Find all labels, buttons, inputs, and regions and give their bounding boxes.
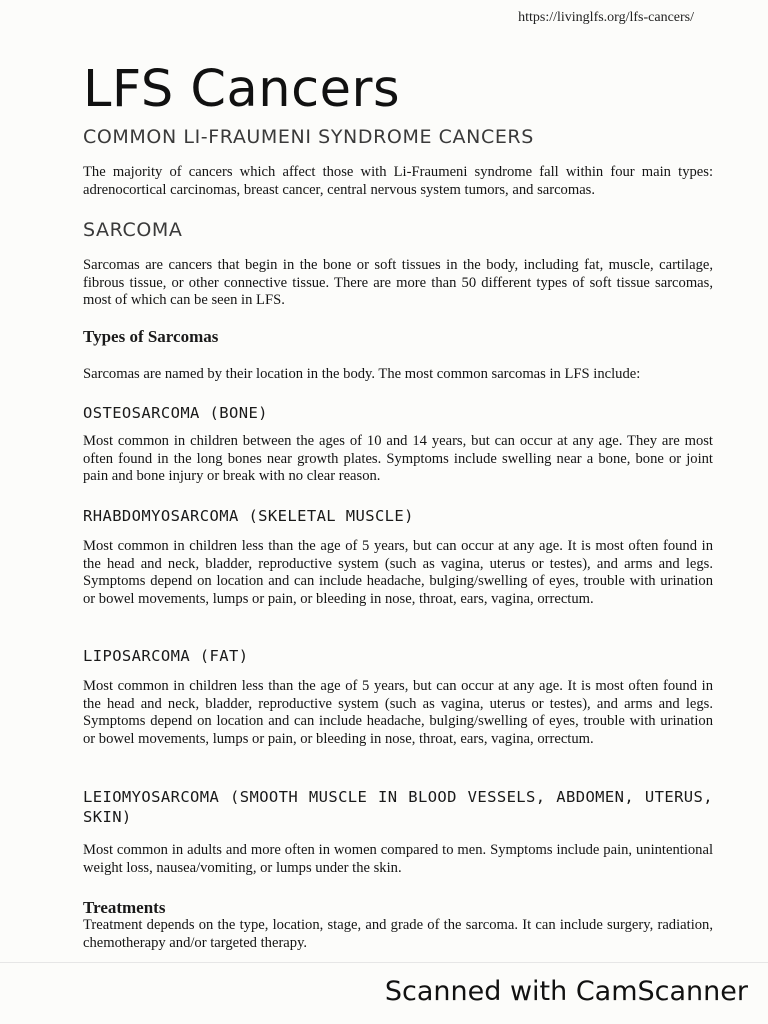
types-of-sarcomas-heading: Types of Sarcomas xyxy=(83,327,219,346)
treatments-heading: Treatments xyxy=(83,898,166,917)
osteosarcoma-heading: OSTEOSARCOMA (BONE) xyxy=(83,404,268,422)
scan-divider xyxy=(0,962,768,963)
types-intro-paragraph: Sarcomas are named by their location in the body. The most common sarcomas in LFS include: xyxy=(83,366,641,382)
leiomyosarcoma-heading: LEIOMYOSARCOMA (SMOOTH MUSCLE IN BLOOD VESSELS, ABDOMEN, UTERUS, SKIN) xyxy=(83,788,713,826)
intro-paragraph: The majority of cancers which affect those with Li-Fraumeni syndrome fall within four main types: adrenocortical carcinomas, breast cancer, central nervous system tumors, and sarcomas. xyxy=(83,164,713,198)
page-url: https://livinglfs.org/lfs-cancers/ xyxy=(518,10,694,25)
camscanner-watermark: Scanned with CamScanner xyxy=(384,976,748,1007)
rhabdomyosarcoma-paragraph: Most common in children less than the age of 5 years, but can occur at any age. It is most often found in the head and neck, bladder, reproductive system (such as vagina, uterus or testes), and arms and legs. Symptoms depend on location and can include headache, bulging/swelling of eyes, trouble with urination or bowel movements, lumps or pain, or bleeding in nose, throat, ears, vagina, orrectum. xyxy=(83,538,713,607)
treatments-paragraph: Treatment depends on the type, location, stage, and grade of the sarcoma. It can include surgery, radiation, chemotherapy and/or targeted therapy. xyxy=(83,917,713,951)
page-subtitle: COMMON LI-FRAUMENI SYNDROME CANCERS xyxy=(83,126,534,148)
leiomyosarcoma-paragraph: Most common in adults and more often in women compared to men. Symptoms include pain, unintentional weight loss, nausea/vomiting, or lumps under the skin. xyxy=(83,842,713,876)
osteosarcoma-paragraph: Most common in children between the ages of 10 and 14 years, but can occur at any age. They are most often found in the long bones near growth plates. Symptoms include swelling near a bone, bone or joint pain and bone injury or break with no clear reason. xyxy=(83,433,713,484)
liposarcoma-paragraph: Most common in children less than the age of 5 years, but can occur at any age. It is most often found in the head and neck, bladder, reproductive system (such as vagina, uterus or testes), and arms and legs. Symptoms depend on location and can include headache, bulging/swelling of eyes, trouble with urination or bowel movements, lumps or pain, or bleeding in nose, throat, ears, vagina, orrectum. xyxy=(83,678,713,747)
rhabdomyosarcoma-heading: RHABDOMYOSARCOMA (SKELETAL MUSCLE) xyxy=(83,507,414,525)
liposarcoma-heading: LIPOSARCOMA (FAT) xyxy=(83,647,249,665)
page-title: LFS Cancers xyxy=(83,60,401,119)
sarcoma-paragraph: Sarcomas are cancers that begin in the bone or soft tissues in the body, including fat, muscle, cartilage, fibrous tissue, or other connective tissue. There are more than 50 different types of soft tissue sarcomas, most of which can be seen in LFS. xyxy=(83,257,713,308)
sarcoma-heading: SARCOMA xyxy=(83,219,183,241)
